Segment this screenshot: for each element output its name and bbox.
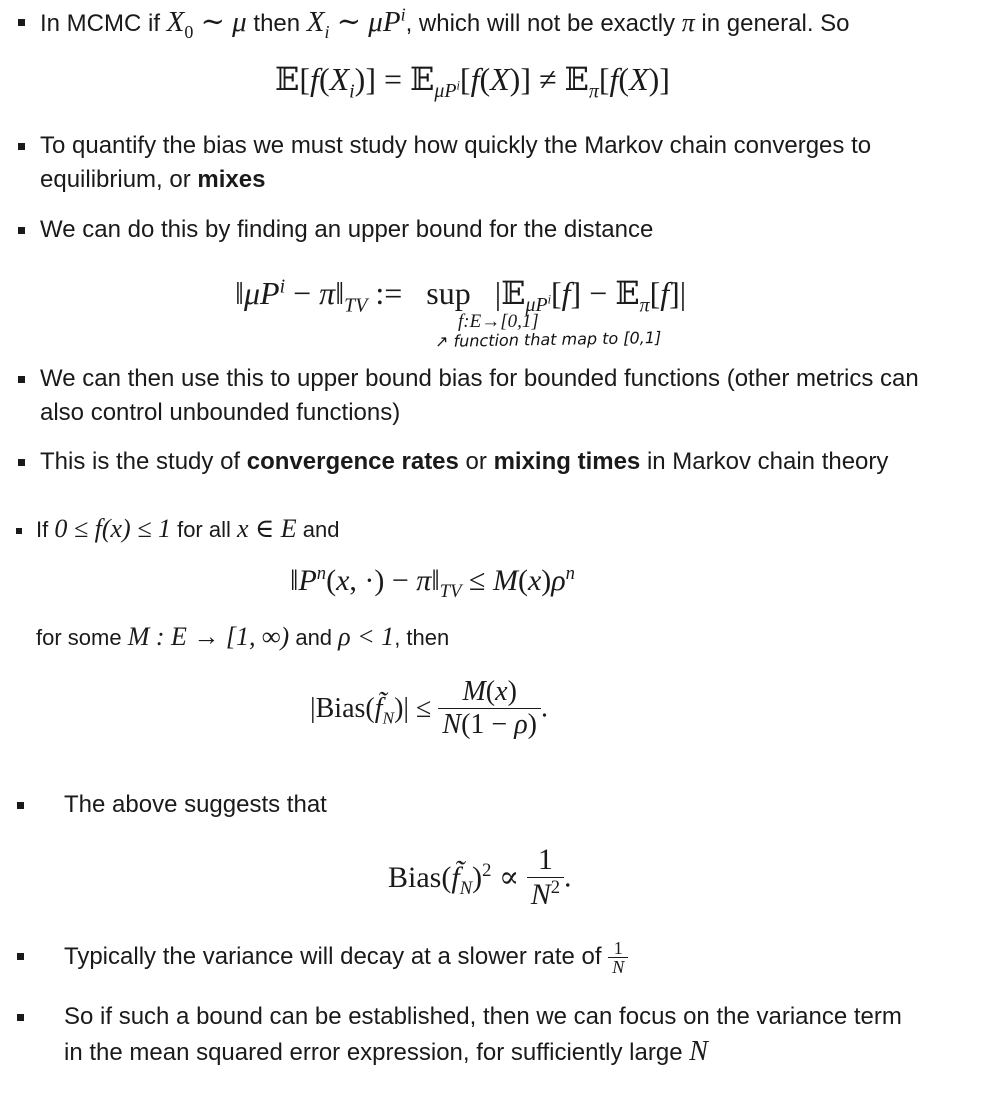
bullet-9-line-1: So if such a bound can be established, then we can focus on the variance term bbox=[64, 1003, 902, 1030]
bullet-6-continuation bbox=[36, 622, 449, 653]
math-rho: ρ < 1 bbox=[338, 622, 395, 651]
math-one-over-N: $\frac{1}{N}$ bbox=[608, 939, 628, 976]
math-xi: $X_i$ ∼ $\mu P^i$ bbox=[306, 4, 406, 42]
text: If bbox=[36, 517, 55, 542]
bullet-marker bbox=[18, 376, 25, 383]
bullet-marker bbox=[16, 528, 22, 534]
text: and bbox=[296, 517, 340, 542]
text: In MCMC if bbox=[40, 10, 167, 37]
bullet-1-text bbox=[40, 5, 850, 41]
text: Typically the variance will decay at a slower rate of bbox=[64, 942, 609, 970]
bullet-8-text bbox=[64, 939, 628, 976]
equation-tv-distance: $‖\mu P^i$ − $\pi‖_{TV}$ := sup |𝔼$_{\mu P^i}$[f] − 𝔼$_\pi$[f]| bbox=[235, 274, 687, 317]
keyword-mixing-times: mixing times bbox=[493, 448, 641, 475]
equation-bias-bound: $|Bias(f̃_N)|$ ≤ $\frac{M(x)}{N(1 - \rho)}$ . bbox=[310, 676, 548, 740]
text: , which will not be exactly bbox=[405, 10, 682, 37]
math-x0: $X_0$ ∼ μ bbox=[166, 6, 247, 42]
bullet-4-line-1: We can then use this to upper bound bias for bounded functions (other metrics can bbox=[40, 365, 919, 392]
handwritten-annotation: ↗ function that map to [0,1] bbox=[434, 328, 662, 351]
bullet-marker bbox=[18, 19, 25, 26]
text: in Markov chain theory bbox=[640, 448, 889, 475]
bullet-2-line-2 bbox=[40, 163, 265, 197]
math-bound: 0 ≤ f(x) ≤ 1 bbox=[54, 514, 171, 543]
keyword-mixes: mixes bbox=[197, 166, 266, 193]
bullet-4-line-2: also control unbounded functions) bbox=[40, 399, 401, 426]
bullet-marker bbox=[18, 459, 25, 466]
bullet-2-line-1: To quantify the bias we must study how quickly the Markov chain converges to bbox=[40, 132, 872, 159]
math-M-function: M : E → [1, ∞) bbox=[127, 622, 290, 651]
math-N: N bbox=[689, 1036, 708, 1067]
text: for all bbox=[170, 517, 237, 542]
text: This is the study of bbox=[40, 448, 247, 475]
equation-expectation-bias: $𝔼[f(X_i)]$ = 𝔼$_{\mu P^i}$[f(X)] ≠ 𝔼$_\pi$[f(X)] bbox=[275, 60, 670, 103]
bullet-marker bbox=[17, 953, 24, 960]
bullet-marker bbox=[18, 227, 25, 234]
keyword-convergence-rates: convergence rates bbox=[246, 448, 459, 475]
text: or bbox=[458, 448, 494, 475]
bullet-3-text: We can do this by finding an upper bound for the distance bbox=[40, 216, 654, 243]
arrow-icon: ↗ bbox=[434, 331, 449, 351]
equation-geometric-ergodicity: $‖P^n(x$, ·) − $\pi‖_{TV} \le M(x)\rho^n$ bbox=[290, 563, 575, 602]
math-pi: π bbox=[681, 8, 695, 37]
bullet-6-text bbox=[36, 514, 340, 545]
text: then bbox=[246, 10, 307, 37]
bullet-9-line-2 bbox=[64, 1035, 708, 1070]
bullet-5-text bbox=[40, 445, 888, 479]
equation-bias-squared: $Bias(f̃_N)^2$ ∝ $\frac{1}{N^2}$ . bbox=[388, 843, 572, 911]
text: and bbox=[289, 625, 339, 650]
text: equilibrium, or bbox=[40, 166, 198, 193]
bullet-7-text: The above suggests that bbox=[64, 791, 327, 818]
text: in the mean squared error expression, for sufficiently large bbox=[64, 1039, 690, 1066]
text: for some bbox=[36, 625, 128, 650]
bullet-marker bbox=[18, 143, 25, 150]
math-domain: x ∈ E bbox=[237, 514, 297, 543]
text: in general. So bbox=[694, 10, 850, 37]
text: , then bbox=[394, 625, 450, 650]
bullet-marker bbox=[17, 1014, 24, 1021]
bullet-marker bbox=[17, 802, 24, 809]
equation-tv-subscript: f:E→[0,1] bbox=[458, 311, 539, 332]
